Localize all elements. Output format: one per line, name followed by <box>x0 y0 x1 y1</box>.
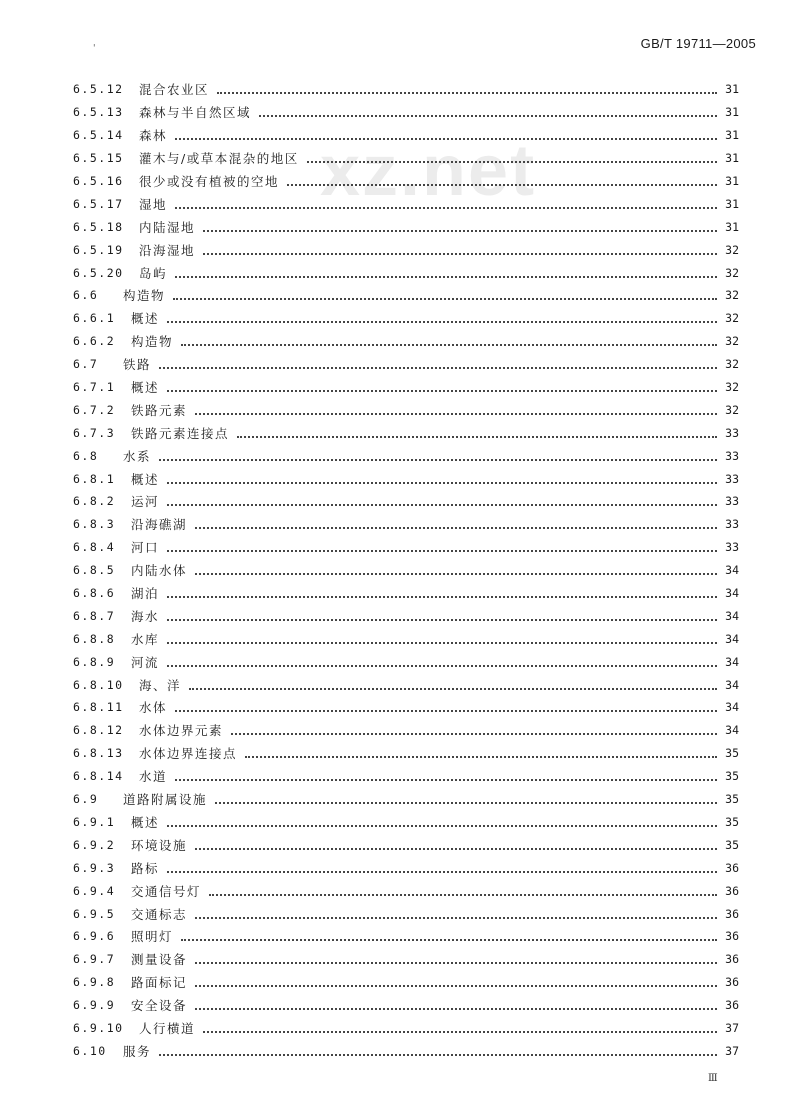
toc-entry-number: 6.8.11 <box>73 700 124 715</box>
toc-entry-number: 6.5.15 <box>73 151 124 166</box>
toc-entry-number: 6.9.4 <box>73 883 116 898</box>
toc-entry-page: 35 <box>725 814 739 829</box>
toc-entry-page: 37 <box>725 1020 739 1035</box>
toc-entry-number: 6.9.6 <box>73 929 116 944</box>
toc-entry-title: 道路附属设施 <box>123 792 208 808</box>
toc-leader-dots <box>173 286 717 300</box>
toc-entry-page: 31 <box>725 174 739 188</box>
toc-entry <box>73 444 739 467</box>
toc-entry <box>73 421 739 444</box>
toc-entry-title: 岛屿 <box>139 265 168 281</box>
toc-entry-page: 32 <box>725 380 739 395</box>
toc-entry-page: 35 <box>725 792 739 807</box>
toc-entry-page: 31 <box>725 219 739 234</box>
toc-entry-title: 混合农业区 <box>139 82 210 98</box>
toc-entry-number: 6.8.4 <box>73 540 116 555</box>
toc-entry <box>73 811 739 834</box>
toc-leader-dots <box>195 996 717 1010</box>
toc-entry-title: 水系 <box>123 448 152 464</box>
toc-entry <box>73 650 739 673</box>
toc-entry-number: 6.6.2 <box>73 334 116 349</box>
toc-entry-number: 6.8.3 <box>73 517 116 532</box>
toc-entry-number: 6.7.3 <box>73 425 116 440</box>
toc-entry-title: 概述 <box>131 380 160 396</box>
toc-leader-dots <box>307 149 717 163</box>
toc-entry <box>73 238 739 261</box>
toc-entry-page: 32 <box>725 334 739 349</box>
toc-entry-number: 6.5.16 <box>73 174 124 188</box>
toc-entry-number: 6.8.9 <box>73 654 116 669</box>
toc-entry-title: 运河 <box>131 494 160 510</box>
toc-entry-number: 6.8.13 <box>73 746 124 761</box>
toc-leader-dots <box>215 790 717 804</box>
toc-leader-dots <box>167 538 717 552</box>
toc-entry-title: 河流 <box>131 654 160 670</box>
toc-entry <box>73 765 739 788</box>
toc-entry-page: 31 <box>725 151 739 166</box>
toc-leader-dots <box>203 1019 717 1033</box>
toc-entry-title: 环境设施 <box>131 837 188 853</box>
toc-entry-number: 6.8.5 <box>73 563 116 578</box>
toc-entry-number: 6.7 <box>73 357 99 372</box>
toc-leader-dots <box>175 264 717 278</box>
toc-entry-number: 6.8.14 <box>73 769 124 784</box>
toc-entry-number: 6.5.17 <box>73 196 124 211</box>
toc-entry <box>73 673 739 696</box>
toc-entry-number: 6.8.1 <box>73 471 116 486</box>
toc-entry-page: 32 <box>725 311 739 326</box>
toc-leader-dots <box>167 859 717 873</box>
toc-entry-page: 34 <box>725 654 739 669</box>
toc-entry-number: 6.5.14 <box>73 128 124 143</box>
toc-entry-title: 交通信号灯 <box>131 883 202 899</box>
toc-entry-title: 内陆湿地 <box>139 219 196 235</box>
toc-entry-page: 33 <box>725 494 739 509</box>
toc-entry-title: 内陆水体 <box>131 563 188 579</box>
toc-entry <box>73 902 739 925</box>
toc-entry-page: 32 <box>725 242 739 257</box>
toc-entry-title: 路面标记 <box>131 975 188 991</box>
watermark: xz.net <box>320 131 537 211</box>
toc-entry <box>73 719 739 742</box>
toc-entry-number: 6.9.8 <box>73 975 116 990</box>
toc-entry-title: 沿海湿地 <box>139 242 196 258</box>
toc-entry-page: 33 <box>725 540 739 555</box>
toc-entry-title: 铁路 <box>123 357 152 373</box>
toc-entry <box>73 948 739 971</box>
toc-leader-dots <box>195 515 717 529</box>
toc-leader-dots <box>195 973 717 987</box>
toc-leader-dots <box>195 950 717 964</box>
toc-entry <box>73 330 739 353</box>
toc-entry <box>73 536 739 559</box>
toc-entry-number: 6.10 <box>73 1043 107 1058</box>
toc-entry-page: 36 <box>725 860 739 875</box>
toc-leader-dots <box>181 332 717 346</box>
toc-leader-dots <box>167 309 717 323</box>
toc-leader-dots <box>159 355 717 369</box>
toc-entry-page: 37 <box>725 1043 739 1058</box>
toc-entry-page: 32 <box>725 265 739 280</box>
toc-entry-title: 交通标志 <box>131 906 188 922</box>
toc-entry-title: 海水 <box>131 608 160 624</box>
toc-entry <box>73 742 739 765</box>
toc-entry-page: 33 <box>725 471 739 486</box>
toc-entry-title: 人行横道 <box>139 1020 196 1036</box>
toc-entry-title: 森林与半自然区域 <box>139 105 252 121</box>
toc-entry-number: 6.9.2 <box>73 837 116 852</box>
toc-entry <box>73 559 739 582</box>
toc-entry <box>73 215 739 238</box>
toc-entry-page: 35 <box>725 837 739 852</box>
toc-entry-page: 36 <box>725 883 739 898</box>
toc-entry-title: 湿地 <box>139 196 168 212</box>
toc-entry-number: 6.6 <box>73 288 99 303</box>
toc-entry-page: 34 <box>725 563 739 578</box>
toc-entry-page: 33 <box>725 425 739 440</box>
toc-entry <box>73 604 739 627</box>
toc-leader-dots <box>195 401 717 415</box>
toc-entry-title: 灌木与/或草本混杂的地区 <box>139 151 299 167</box>
toc-entry <box>73 284 739 307</box>
toc-entry <box>73 513 739 536</box>
toc-entry <box>73 925 739 948</box>
toc-entry-number: 6.9.10 <box>73 1020 124 1035</box>
toc-entry <box>73 376 739 399</box>
toc-leader-dots <box>167 653 717 667</box>
toc-entry <box>73 856 739 879</box>
toc-entry-page: 31 <box>725 128 739 143</box>
toc-entry-title: 照明灯 <box>131 929 174 945</box>
toc-entry-page: 34 <box>725 700 739 715</box>
toc-entry <box>73 696 739 719</box>
toc-leader-dots <box>167 470 717 484</box>
toc-entry-page: 36 <box>725 952 739 967</box>
toc-leader-dots <box>167 378 717 392</box>
toc-entry <box>73 833 739 856</box>
toc-entry-title: 构造物 <box>131 334 174 350</box>
toc-entry-page: 33 <box>725 517 739 532</box>
toc-entry-title: 概述 <box>131 471 160 487</box>
toc-leader-dots <box>237 424 717 438</box>
toc-entry-page: 32 <box>725 357 739 372</box>
toc-entry-number: 6.9.7 <box>73 952 116 967</box>
toc-entry-page: 34 <box>725 723 739 738</box>
toc-entry <box>73 170 739 193</box>
toc-entry-number: 6.9.1 <box>73 814 116 829</box>
toc-entry-number: 6.5.12 <box>73 82 124 97</box>
toc-entry <box>73 101 739 124</box>
toc-entry-title: 测量设备 <box>131 952 188 968</box>
toc-entry-number: 6.5.18 <box>73 219 124 234</box>
toc-entry-title: 水体 <box>139 700 168 716</box>
document-code: GB/T 19711—2005 <box>640 36 756 51</box>
toc-entry-number: 6.9.3 <box>73 860 116 875</box>
toc-leader-dots <box>167 813 717 827</box>
toc-entry <box>73 879 739 902</box>
toc-entry-number: 6.8.2 <box>73 494 116 509</box>
toc-entry-page: 34 <box>725 677 739 692</box>
toc-entry-title: 铁路元素连接点 <box>131 425 230 441</box>
toc-entry-title: 森林 <box>139 128 168 144</box>
toc-entry-title: 安全设备 <box>131 998 188 1014</box>
toc-leader-dots <box>245 744 717 758</box>
page-mark: ' <box>93 44 96 54</box>
toc-leader-dots <box>189 676 717 690</box>
toc-entry-page: 31 <box>725 82 739 97</box>
toc-entry-title: 水体边界元素 <box>139 723 224 739</box>
toc-entry-title: 很少或没有植被的空地 <box>139 174 280 189</box>
toc-entry-number: 6.8.7 <box>73 608 116 623</box>
toc-leader-dots <box>175 126 717 140</box>
toc-entry-title: 沿海礁湖 <box>131 517 188 533</box>
toc-entry <box>73 490 739 513</box>
toc-entry-title: 概述 <box>131 814 160 830</box>
toc-entry-title: 水体边界连接点 <box>139 746 238 762</box>
toc-entry-number: 6.8.8 <box>73 631 116 646</box>
toc-entry-title: 服务 <box>123 1043 152 1059</box>
toc-entry-page: 36 <box>725 975 739 990</box>
toc-entry-page: 36 <box>725 906 739 921</box>
page-numeral: Ⅲ <box>708 1073 718 1084</box>
toc-leader-dots <box>167 630 717 644</box>
toc-leader-dots <box>195 836 717 850</box>
toc-leader-dots <box>175 698 717 712</box>
toc-entry-number: 6.5.19 <box>73 242 124 257</box>
toc-entry-number: 6.5.13 <box>73 105 124 120</box>
toc-entry-number: 6.8.10 <box>73 677 124 692</box>
toc-entry-page: 36 <box>725 998 739 1013</box>
toc-entry-number: 6.8 <box>73 448 99 463</box>
toc-leader-dots <box>159 1042 717 1056</box>
toc-leader-dots <box>167 584 717 598</box>
toc-entry-page: 35 <box>725 746 739 761</box>
toc-leader-dots <box>195 905 717 919</box>
toc-leader-dots <box>195 561 717 575</box>
toc-entry-number: 6.6.1 <box>73 311 116 326</box>
toc-entry-page: 31 <box>725 196 739 211</box>
toc-entry <box>73 261 739 284</box>
toc-entry-page: 33 <box>725 448 739 463</box>
toc-entry <box>73 1039 739 1062</box>
toc-entry-title: 概述 <box>131 311 160 327</box>
toc-entry-page: 36 <box>725 929 739 944</box>
toc-entry-page: 34 <box>725 608 739 623</box>
toc-entry-number: 6.9.5 <box>73 906 116 921</box>
toc-entry-title: 河口 <box>131 540 160 556</box>
toc-leader-dots <box>175 195 717 209</box>
toc-entry-page: 32 <box>725 288 739 303</box>
toc-entry <box>73 994 739 1017</box>
toc-entry <box>73 971 739 994</box>
toc-leader-dots <box>175 767 717 781</box>
toc-leader-dots <box>203 241 717 255</box>
toc-entry-number: 6.7.1 <box>73 380 116 395</box>
toc-leader-dots <box>287 172 717 186</box>
toc-entry <box>73 788 739 811</box>
toc-entry <box>73 1017 739 1040</box>
toc-entry <box>73 124 739 147</box>
toc-entry <box>73 192 739 215</box>
toc-leader-dots <box>231 721 717 735</box>
toc-entry-number: 6.7.2 <box>73 402 116 417</box>
toc-entry <box>73 78 739 101</box>
toc-entry-number: 6.9.9 <box>73 998 116 1013</box>
toc-entry <box>73 307 739 330</box>
toc-entry-page: 32 <box>725 402 739 417</box>
toc-entry-title: 铁路元素 <box>131 402 188 418</box>
toc-entry-title: 构造物 <box>123 288 166 304</box>
toc-entry <box>73 467 739 490</box>
toc-entry-number: 6.5.20 <box>73 265 124 280</box>
toc-entry-page: 35 <box>725 769 739 784</box>
toc-entry <box>73 353 739 376</box>
toc-entry-title: 路标 <box>131 860 160 876</box>
table-of-contents <box>73 78 739 1062</box>
toc-entry <box>73 398 739 421</box>
toc-leader-dots <box>181 927 717 941</box>
toc-leader-dots <box>209 882 717 896</box>
toc-entry-page: 31 <box>725 105 739 120</box>
toc-leader-dots <box>159 447 717 461</box>
toc-leader-dots <box>203 218 717 232</box>
toc-entry-number: 6.9 <box>73 792 99 807</box>
toc-leader-dots <box>167 492 717 506</box>
toc-entry-title: 海、洋 <box>139 677 182 693</box>
toc-leader-dots <box>259 103 717 117</box>
toc-entry-page: 34 <box>725 631 739 646</box>
toc-entry-title: 水库 <box>131 631 160 647</box>
toc-entry-title: 水道 <box>139 769 168 785</box>
toc-entry-page: 34 <box>725 586 739 601</box>
toc-entry <box>73 147 739 170</box>
toc-entry-title: 湖泊 <box>131 586 160 602</box>
toc-leader-dots <box>167 607 717 621</box>
toc-entry-number: 6.8.6 <box>73 586 116 601</box>
toc-entry <box>73 627 739 650</box>
toc-entry-number: 6.8.12 <box>73 723 124 738</box>
toc-leader-dots <box>217 80 717 94</box>
toc-entry <box>73 582 739 605</box>
